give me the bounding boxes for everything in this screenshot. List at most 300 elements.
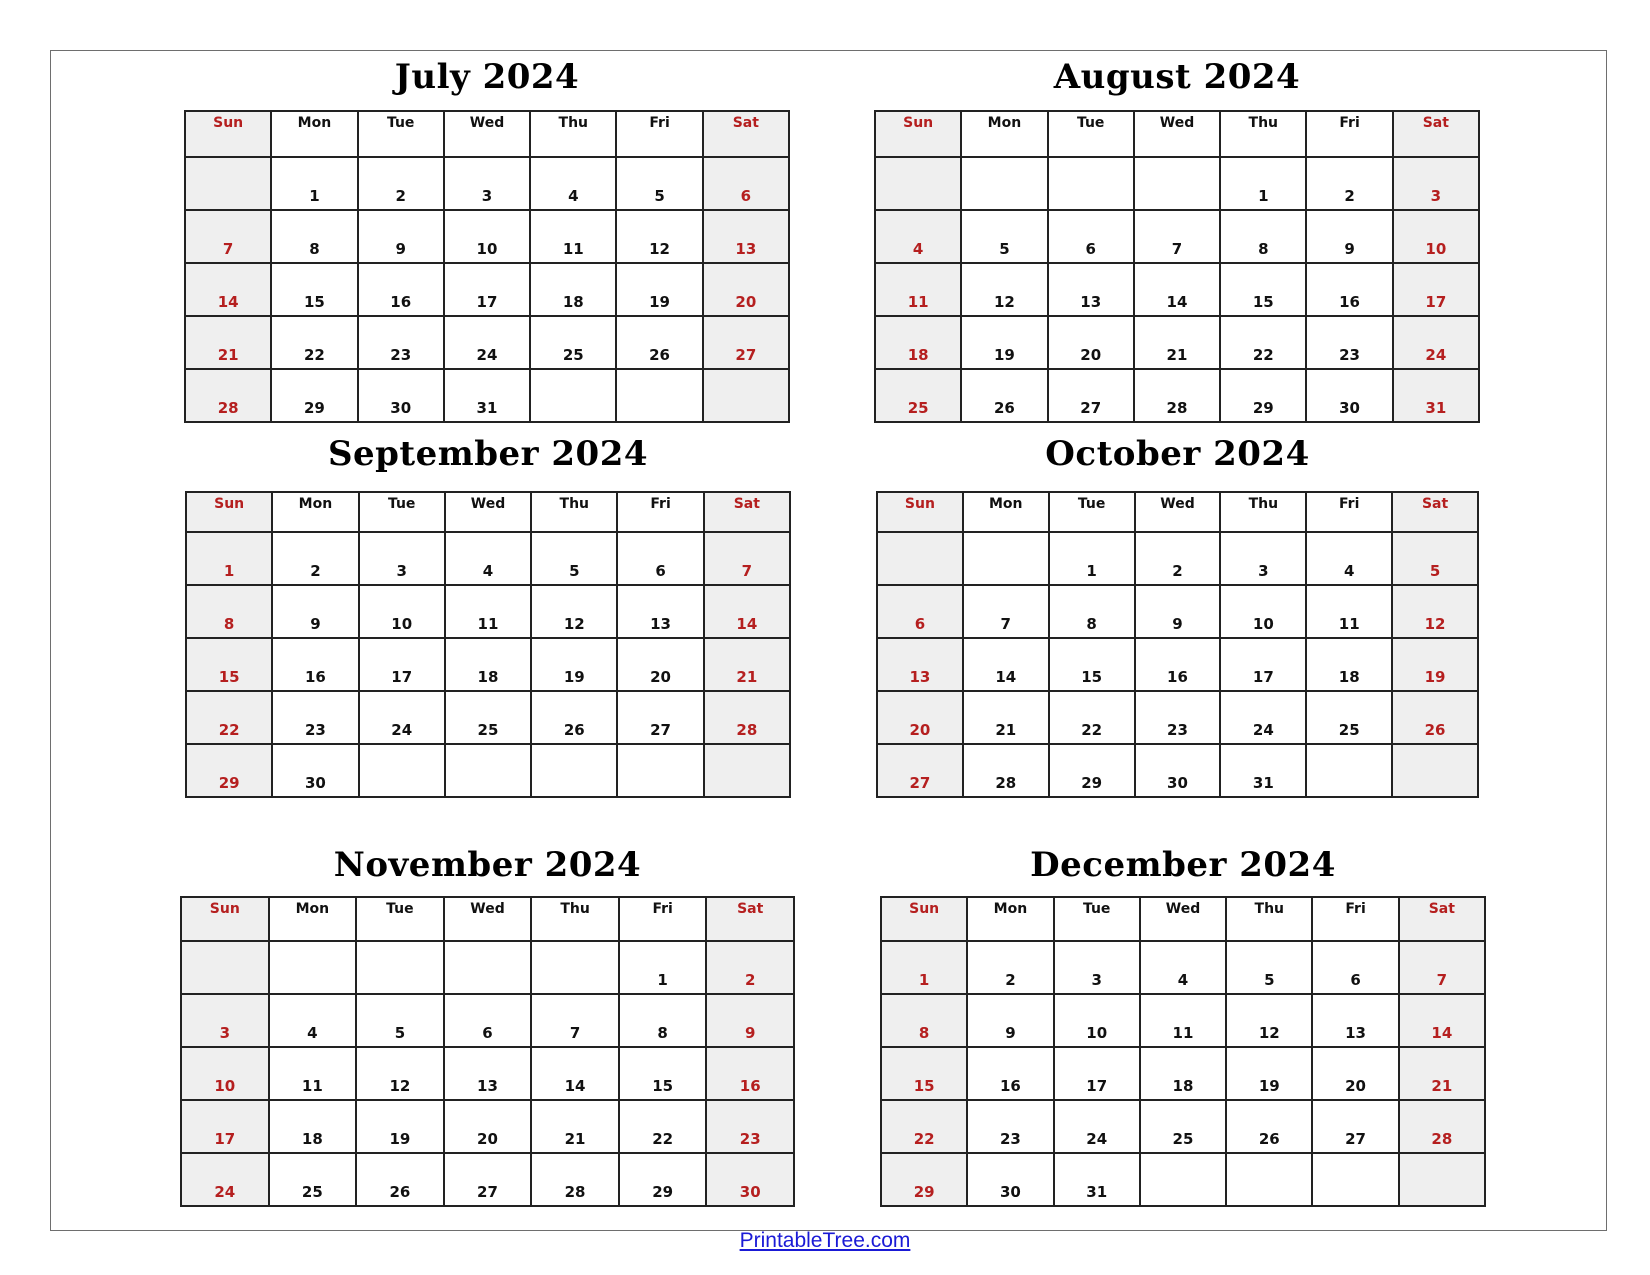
day-cell: [707, 1048, 795, 1101]
day-cell: [1141, 1154, 1227, 1207]
day-cell: [532, 692, 618, 745]
day-cell: [620, 1154, 708, 1207]
day-cell: [445, 1154, 533, 1207]
day-number: 16: [304, 668, 326, 686]
day-number: 10: [391, 615, 413, 633]
day-cell: [446, 639, 532, 692]
day-number: 9: [310, 615, 321, 633]
day-number: 3: [396, 562, 407, 580]
day-cell: [446, 586, 532, 639]
day-cell: [532, 1101, 620, 1154]
day-number: 2: [744, 971, 756, 989]
day-cell: [968, 995, 1054, 1048]
day-number: 28: [1431, 1130, 1453, 1148]
day-number: 31: [1086, 1183, 1108, 1201]
day-cell: [878, 692, 964, 745]
day-cell: [182, 995, 270, 1048]
day-number: 10: [214, 1077, 236, 1095]
day-cell: [618, 692, 704, 745]
day-number: 12: [389, 1077, 411, 1095]
day-number: 24: [214, 1183, 236, 1201]
day-cell: [531, 158, 617, 211]
day-cell: [876, 370, 962, 423]
day-cell: [1227, 1101, 1313, 1154]
day-cell: [1307, 745, 1393, 798]
day-number: 16: [999, 1077, 1021, 1095]
weekday-header: Wed: [1136, 493, 1222, 533]
day-cell: [1135, 370, 1221, 423]
day-cell: [876, 317, 962, 370]
day-cell: [1313, 1101, 1399, 1154]
day-number: 2: [1172, 562, 1183, 580]
day-number: 18: [1172, 1077, 1194, 1095]
day-cell: [878, 745, 964, 798]
day-number: 18: [301, 1130, 323, 1148]
day-cell: [704, 317, 790, 370]
day-number: 20: [1080, 346, 1102, 364]
day-cell: [445, 158, 531, 211]
day-cell: [1136, 586, 1222, 639]
day-cell: [186, 317, 272, 370]
weekday-header: Fri: [620, 898, 708, 942]
day-number: 11: [562, 240, 584, 258]
day-cell: [1400, 995, 1486, 1048]
day-number: 23: [1339, 346, 1360, 364]
day-cell: [1400, 1048, 1486, 1101]
day-cell: [882, 1101, 968, 1154]
day-number: 31: [1252, 774, 1274, 792]
day-number: 21: [995, 721, 1017, 739]
day-cell: [704, 158, 790, 211]
day-number: 1: [309, 187, 320, 205]
day-number: 10: [1086, 1024, 1108, 1042]
day-number: 27: [477, 1183, 498, 1201]
day-number: 21: [1431, 1077, 1453, 1095]
month-grid: [184, 110, 790, 423]
weekday-header: Thu: [531, 112, 617, 158]
day-cell: [962, 370, 1048, 423]
day-number: 5: [569, 562, 580, 580]
day-number: 18: [562, 293, 584, 311]
weekday-header: Mon: [273, 493, 359, 533]
day-number: 7: [1000, 615, 1011, 633]
weekday-header: Fri: [618, 493, 704, 533]
day-number: 26: [993, 399, 1015, 417]
day-cell: [620, 995, 708, 1048]
day-number: 7: [569, 1024, 581, 1042]
weekday-header: Sun: [186, 112, 272, 158]
day-cell: [1050, 533, 1136, 586]
day-number: 4: [307, 1024, 318, 1042]
day-number: 11: [907, 293, 929, 311]
weekday-header: Thu: [1227, 898, 1313, 942]
day-cell: [1221, 211, 1307, 264]
day-number: 7: [1436, 971, 1448, 989]
day-number: 27: [1080, 399, 1102, 417]
day-number: 16: [1167, 668, 1188, 686]
day-number: 29: [1081, 774, 1103, 792]
day-cell: [1221, 317, 1307, 370]
day-cell: [1227, 1048, 1313, 1101]
day-cell: [272, 211, 358, 264]
day-number: 20: [477, 1130, 498, 1148]
day-number: 31: [1425, 399, 1447, 417]
day-cell: [707, 1101, 795, 1154]
day-number: 1: [918, 971, 930, 989]
day-number: 15: [652, 1077, 674, 1095]
day-number: 3: [1258, 562, 1269, 580]
day-cell: [878, 586, 964, 639]
day-number: 5: [394, 1024, 406, 1042]
month-title: October 2024: [1045, 434, 1310, 474]
day-cell: [1227, 942, 1313, 995]
day-number: 20: [735, 293, 757, 311]
day-number: 22: [218, 721, 240, 739]
day-cell: [531, 317, 617, 370]
weekday-header: Sat: [1393, 493, 1479, 533]
day-number: 28: [995, 774, 1017, 792]
day-number: 6: [655, 562, 666, 580]
day-number: 4: [1343, 562, 1355, 580]
day-number: 9: [1005, 1024, 1016, 1042]
day-number: 6: [740, 187, 752, 205]
day-cell: [187, 533, 273, 586]
day-number: 27: [909, 774, 931, 792]
day-number: 15: [913, 1077, 935, 1095]
weekday-header: Tue: [359, 112, 445, 158]
day-cell: [1141, 1048, 1227, 1101]
day-cell: [531, 370, 617, 423]
day-cell: [273, 639, 359, 692]
day-number: 18: [1338, 668, 1360, 686]
day-cell: [1050, 745, 1136, 798]
day-cell: [1394, 264, 1480, 317]
day-cell: [1313, 942, 1399, 995]
day-cell: [445, 995, 533, 1048]
day-number: 16: [739, 1077, 761, 1095]
day-cell: [272, 264, 358, 317]
day-cell: [1050, 692, 1136, 745]
day-number: 4: [568, 187, 579, 205]
weekday-header: Sat: [707, 898, 795, 942]
day-number: 2: [310, 562, 321, 580]
day-cell: [617, 158, 703, 211]
day-number: 22: [1081, 721, 1103, 739]
day-number: 13: [1080, 293, 1102, 311]
day-number: 23: [999, 1130, 1021, 1148]
day-cell: [1221, 745, 1307, 798]
day-number: 22: [913, 1130, 935, 1148]
day-number: 8: [918, 1024, 930, 1042]
day-number: 26: [649, 346, 670, 364]
day-number: 10: [1252, 615, 1274, 633]
day-cell: [1307, 211, 1393, 264]
day-cell: [1135, 264, 1221, 317]
day-cell: [968, 1101, 1054, 1154]
day-number: 24: [1425, 346, 1447, 364]
day-number: 6: [914, 615, 926, 633]
day-number: 13: [477, 1077, 498, 1095]
month-grid: [880, 896, 1486, 1207]
day-cell: [1049, 158, 1135, 211]
day-number: 18: [477, 668, 499, 686]
day-cell: [273, 586, 359, 639]
day-number: 9: [1172, 615, 1183, 633]
day-cell: [1307, 533, 1393, 586]
weekday-header: Sun: [878, 493, 964, 533]
day-cell: [1049, 317, 1135, 370]
day-cell: [445, 1101, 533, 1154]
weekday-header: Mon: [968, 898, 1054, 942]
day-number: 19: [649, 293, 670, 311]
day-number: 10: [1425, 240, 1447, 258]
day-number: 16: [390, 293, 412, 311]
day-cell: [707, 995, 795, 1048]
day-cell: [618, 745, 704, 798]
day-number: 23: [739, 1130, 761, 1148]
day-number: 26: [563, 721, 585, 739]
day-cell: [446, 533, 532, 586]
day-cell: [273, 692, 359, 745]
day-cell: [272, 317, 358, 370]
day-number: 13: [735, 240, 757, 258]
day-cell: [1221, 586, 1307, 639]
day-cell: [272, 158, 358, 211]
day-number: 2: [1005, 971, 1016, 989]
day-cell: [707, 942, 795, 995]
day-cell: [187, 745, 273, 798]
day-number: 1: [1258, 187, 1269, 205]
day-cell: [186, 370, 272, 423]
day-cell: [357, 942, 445, 995]
day-number: 26: [1424, 721, 1446, 739]
day-cell: [532, 942, 620, 995]
day-cell: [1313, 1154, 1399, 1207]
day-number: 19: [993, 346, 1015, 364]
day-cell: [1307, 370, 1393, 423]
day-number: 7: [1171, 240, 1183, 258]
weekday-header: Fri: [1307, 493, 1393, 533]
day-cell: [187, 586, 273, 639]
day-number: 5: [999, 240, 1010, 258]
day-cell: [882, 1154, 968, 1207]
day-cell: [964, 745, 1050, 798]
weekday-header: Sun: [876, 112, 962, 158]
day-number: 15: [1252, 293, 1274, 311]
day-cell: [618, 533, 704, 586]
day-cell: [1307, 264, 1393, 317]
day-number: 6: [1350, 971, 1361, 989]
day-number: 8: [309, 240, 320, 258]
weekday-header: Sat: [705, 493, 791, 533]
day-cell: [532, 639, 618, 692]
day-number: 21: [736, 668, 758, 686]
weekday-header: Wed: [1141, 898, 1227, 942]
day-number: 13: [909, 668, 931, 686]
day-number: 22: [1252, 346, 1274, 364]
day-cell: [1307, 158, 1393, 211]
month-title: August 2024: [1053, 57, 1301, 97]
day-cell: [273, 533, 359, 586]
day-cell: [360, 639, 446, 692]
weekday-header: Fri: [617, 112, 703, 158]
day-cell: [1400, 1154, 1486, 1207]
day-cell: [1393, 533, 1479, 586]
day-number: 25: [907, 399, 929, 417]
day-cell: [187, 692, 273, 745]
day-cell: [968, 1048, 1054, 1101]
day-cell: [531, 264, 617, 317]
day-cell: [360, 586, 446, 639]
day-number: 14: [1166, 293, 1188, 311]
day-cell: [705, 639, 791, 692]
footer-link[interactable]: PrintableTree.com: [739, 1229, 911, 1252]
day-number: 8: [657, 1024, 668, 1042]
day-number: 22: [652, 1130, 674, 1148]
day-cell: [617, 264, 703, 317]
day-cell: [270, 942, 358, 995]
day-cell: [620, 1101, 708, 1154]
day-cell: [1049, 264, 1135, 317]
weekday-header: Tue: [1049, 112, 1135, 158]
day-number: 13: [650, 615, 671, 633]
day-cell: [968, 942, 1054, 995]
day-number: 8: [1258, 240, 1269, 258]
day-number: 19: [389, 1130, 411, 1148]
day-cell: [1055, 1101, 1141, 1154]
day-cell: [1055, 995, 1141, 1048]
day-number: 20: [909, 721, 931, 739]
day-cell: [705, 586, 791, 639]
month-title: September 2024: [327, 434, 649, 474]
day-number: 30: [999, 1183, 1021, 1201]
day-number: 17: [1252, 668, 1274, 686]
day-cell: [531, 211, 617, 264]
day-number: 27: [1345, 1130, 1366, 1148]
day-number: 20: [650, 668, 671, 686]
day-cell: [187, 639, 273, 692]
day-number: 7: [741, 562, 753, 580]
day-number: 26: [389, 1183, 411, 1201]
weekday-header: Thu: [1221, 493, 1307, 533]
day-number: 24: [391, 721, 413, 739]
day-number: 18: [907, 346, 929, 364]
day-number: 20: [1345, 1077, 1366, 1095]
day-number: 14: [995, 668, 1017, 686]
day-cell: [182, 1048, 270, 1101]
day-number: 6: [1085, 240, 1096, 258]
day-cell: [707, 1154, 795, 1207]
day-number: 28: [736, 721, 758, 739]
day-cell: [1307, 639, 1393, 692]
day-cell: [704, 370, 790, 423]
day-cell: [876, 211, 962, 264]
day-cell: [1227, 1154, 1313, 1207]
day-number: 21: [564, 1130, 586, 1148]
day-cell: [270, 1101, 358, 1154]
day-number: 23: [304, 721, 326, 739]
day-number: 12: [993, 293, 1015, 311]
day-cell: [270, 995, 358, 1048]
day-cell: [357, 1101, 445, 1154]
day-cell: [270, 1048, 358, 1101]
day-cell: [1394, 158, 1480, 211]
day-cell: [445, 370, 531, 423]
weekday-header: Thu: [532, 898, 620, 942]
day-number: 15: [303, 293, 325, 311]
day-number: 17: [1086, 1077, 1108, 1095]
day-number: 23: [1167, 721, 1188, 739]
day-cell: [532, 1048, 620, 1101]
month-grid: [874, 110, 1480, 423]
day-cell: [1307, 317, 1393, 370]
weekday-header: Wed: [1135, 112, 1221, 158]
weekday-header: Sat: [704, 112, 790, 158]
day-cell: [1307, 586, 1393, 639]
day-cell: [964, 692, 1050, 745]
day-cell: [1313, 1048, 1399, 1101]
day-cell: [186, 211, 272, 264]
day-number: 2: [395, 187, 406, 205]
day-number: 21: [1166, 346, 1188, 364]
weekday-header: Mon: [272, 112, 358, 158]
day-number: 22: [303, 346, 325, 364]
day-cell: [532, 586, 618, 639]
day-cell: [532, 1154, 620, 1207]
day-cell: [1136, 692, 1222, 745]
day-cell: [962, 317, 1048, 370]
day-cell: [1394, 211, 1480, 264]
day-number: 19: [563, 668, 585, 686]
day-cell: [1141, 1101, 1227, 1154]
day-number: 15: [218, 668, 240, 686]
day-number: 14: [1431, 1024, 1453, 1042]
day-cell: [964, 586, 1050, 639]
day-number: 4: [1177, 971, 1189, 989]
day-number: 29: [303, 399, 325, 417]
month-title: December 2024: [1030, 845, 1336, 885]
day-number: 31: [476, 399, 498, 417]
day-cell: [878, 533, 964, 586]
day-cell: [1136, 533, 1222, 586]
day-number: 17: [1425, 293, 1447, 311]
day-number: 12: [563, 615, 585, 633]
day-cell: [272, 370, 358, 423]
day-number: 11: [477, 615, 499, 633]
day-number: 17: [391, 668, 413, 686]
day-cell: [876, 264, 962, 317]
day-number: 11: [1338, 615, 1360, 633]
day-number: 29: [913, 1183, 935, 1201]
day-cell: [445, 317, 531, 370]
day-number: 10: [476, 240, 498, 258]
day-number: 1: [1086, 562, 1097, 580]
day-cell: [273, 745, 359, 798]
day-number: 3: [219, 1024, 230, 1042]
day-cell: [1136, 745, 1222, 798]
day-cell: [704, 264, 790, 317]
day-cell: [1221, 533, 1307, 586]
day-cell: [360, 745, 446, 798]
day-cell: [270, 1154, 358, 1207]
day-number: 12: [1258, 1024, 1280, 1042]
day-number: 25: [1172, 1130, 1194, 1148]
day-cell: [186, 158, 272, 211]
day-cell: [445, 1048, 533, 1101]
day-number: 24: [1252, 721, 1274, 739]
day-cell: [445, 264, 531, 317]
day-cell: [1221, 264, 1307, 317]
